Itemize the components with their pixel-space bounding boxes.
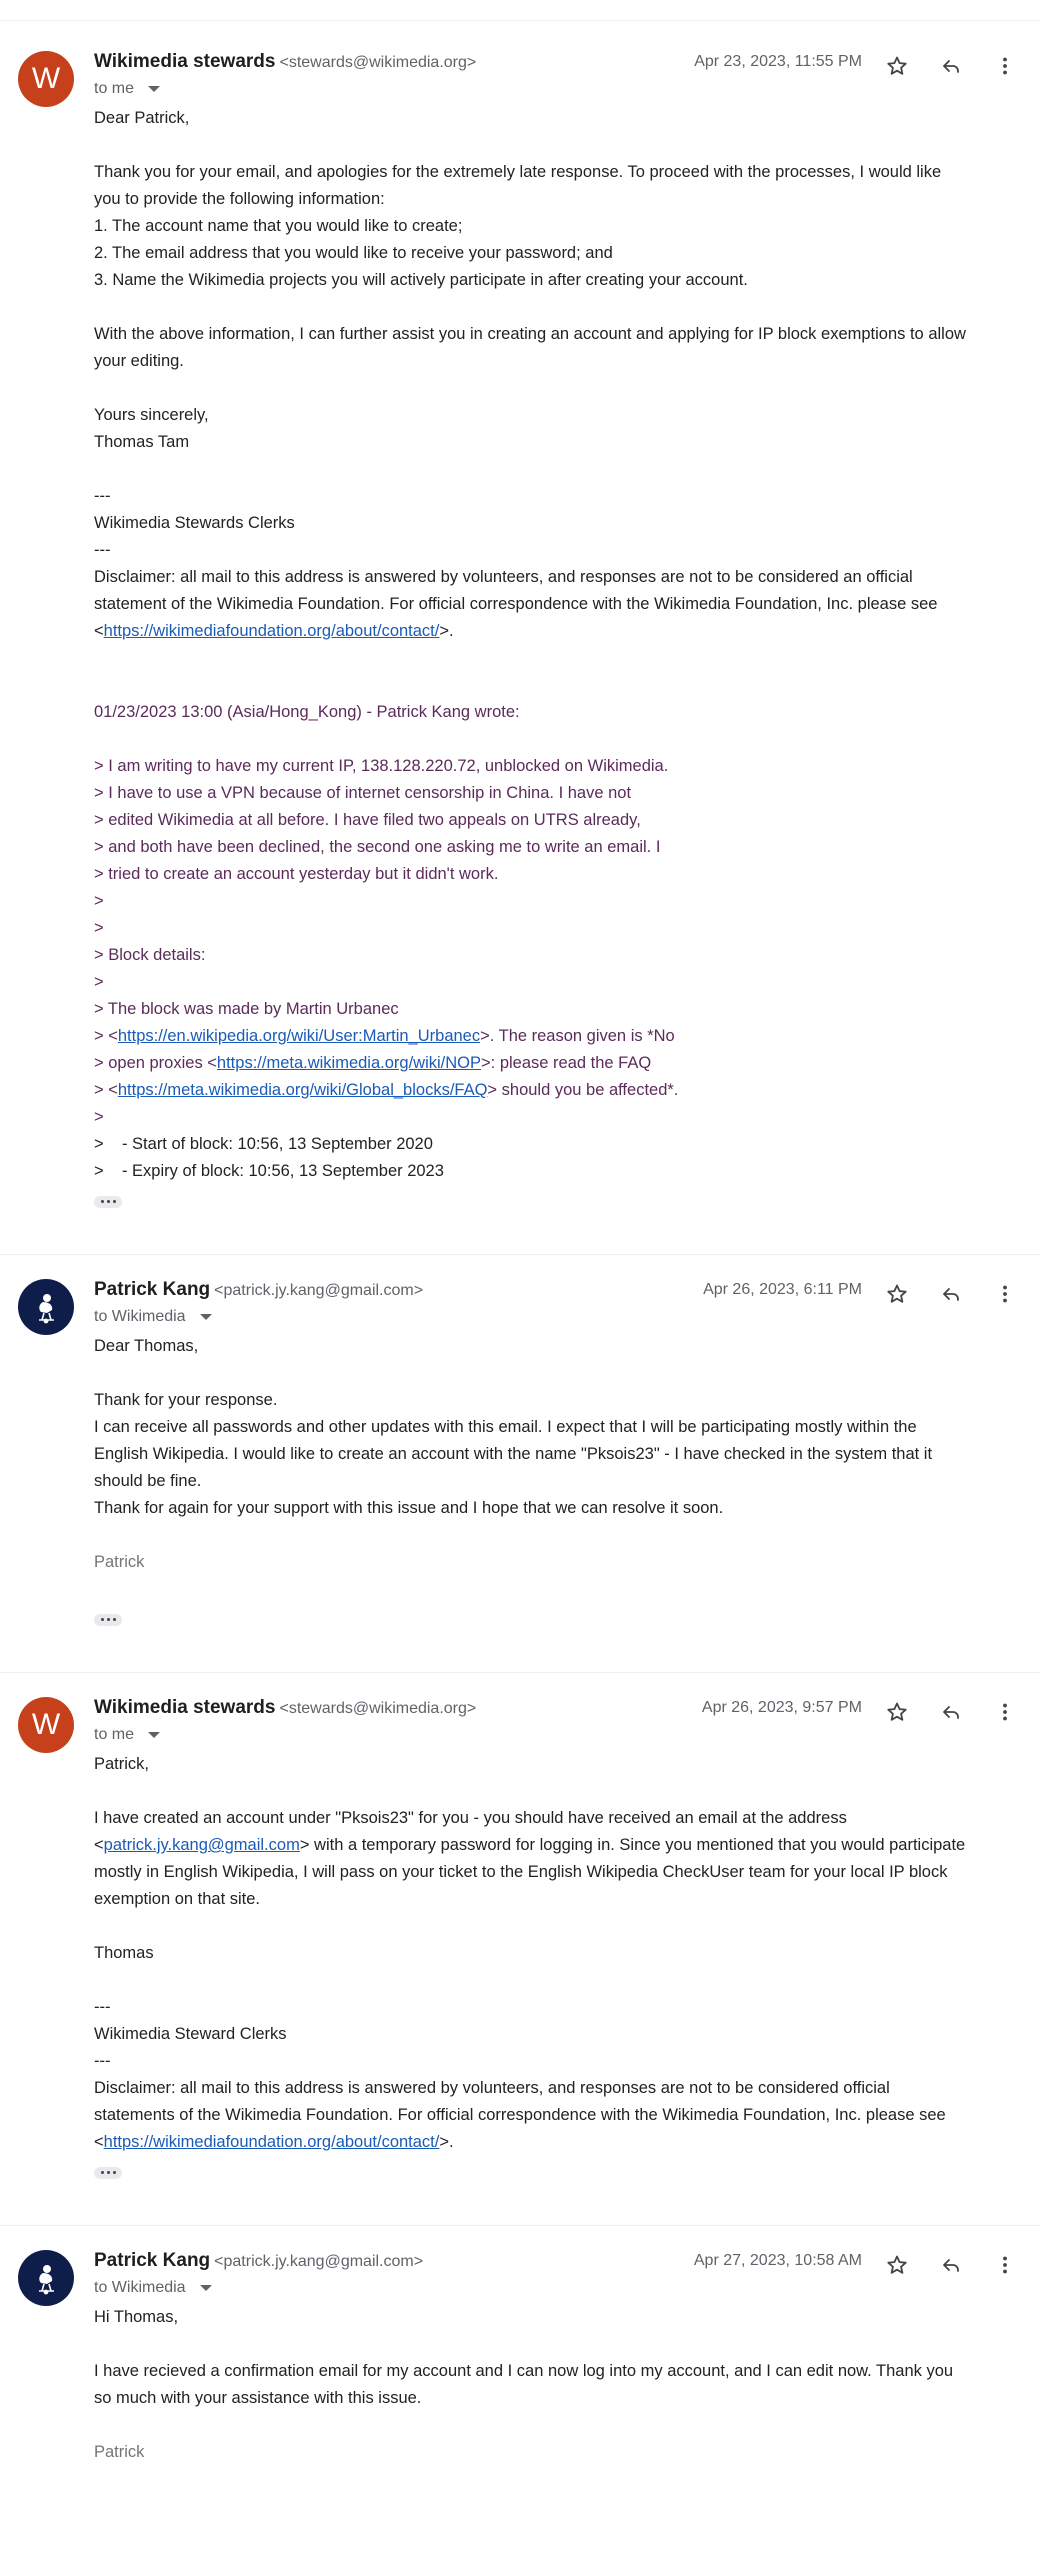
message-actions [870, 1697, 1032, 1727]
sender-avatar[interactable] [18, 51, 74, 107]
signer-name: Thomas Tam [94, 433, 190, 451]
body-text: I have recieved a confirmation email for my account and I can now log into my account, and I can edit now. Thank you [94, 2362, 954, 2380]
body-text: I have created an account under "Pksois23" for you - you should have received an email at the address [94, 1809, 847, 1827]
quote-line: > I am writing to have my current IP, 138.128.220.72, unblocked on Wikimedia. [94, 757, 669, 775]
more-vert-icon[interactable] [978, 51, 1032, 81]
body-text: With the above information, I can further assist you in creating an account and applying for IP block exemptions to allow [94, 325, 966, 343]
nop-link[interactable]: https://meta.wikimedia.org/wiki/NOP [216, 1054, 482, 1072]
quote-line: > open proxies <https://meta.wikimedia.org/wiki/NOP>: please read the FAQ [94, 1054, 652, 1072]
team-name: Wikimedia Stewards Clerks [94, 514, 295, 532]
divider-text: --- [94, 487, 111, 505]
disclaimer-text: statement of the Wikimedia Foundation. For official correspondence with the Wikimedia Foundation, Inc. please see [94, 595, 938, 613]
quote-line: > [94, 973, 104, 991]
message-body [94, 105, 1032, 1212]
team-name: Wikimedia Steward Clerks [94, 2025, 287, 2043]
quote-line: > Block details: [94, 946, 206, 964]
email-link[interactable]: patrick.jy.kang@gmail.com [103, 1836, 300, 1854]
recipient-label: to me [94, 80, 135, 97]
recipient-details[interactable] [94, 1308, 212, 1326]
message-1 [0, 21, 1040, 1212]
body-text: should be fine. [94, 1472, 202, 1490]
body-text: I can receive all passwords and other updates with this email. I expect that I will be participating mostly within the [94, 1418, 917, 1436]
message-date: Apr 23, 2023, 11:55 PM [694, 53, 862, 70]
closing: Yours sincerely, [94, 406, 209, 424]
body-text: Thank you for your email, and apologies for the extremely late response. To proceed with the processes, I would like [94, 163, 942, 181]
body-text: English Wikipedia. I would like to create an account with the name "Pksois23" - I have checked in the system that it [94, 1445, 933, 1463]
quote-header: 01/23/2023 13:00 (Asia/Hong_Kong) - Patrick Kang wrote: [94, 703, 520, 721]
quote-line: > - Start of block: 10:56, 13 September 2020 [94, 1135, 433, 1153]
disclaimer-text: Disclaimer: all mail to this address is answered by volunteers, and responses are not to be considered official [94, 2079, 890, 2097]
sender-email: <patrick.jy.kang@gmail.com> [214, 1282, 424, 1299]
divider-text: --- [94, 541, 111, 559]
recipient-details[interactable] [94, 1726, 160, 1744]
sender[interactable] [94, 1279, 423, 1301]
body-text: you to provide the following information: [94, 190, 385, 208]
body-text: so much with your assistance with this issue. [94, 2389, 422, 2407]
recipient-details[interactable] [94, 80, 160, 98]
signature: Patrick [94, 1553, 145, 1571]
message-divider [0, 1630, 1040, 1673]
cockerel-logo-icon [31, 1290, 61, 1324]
signer-name: Thomas [94, 1944, 154, 1962]
message-date: Apr 26, 2023, 6:11 PM [703, 1281, 862, 1298]
message-header [94, 1279, 1032, 1335]
divider-text: --- [94, 1998, 111, 2016]
greeting: Dear Patrick, [94, 109, 190, 127]
faq-link[interactable]: https://meta.wikimedia.org/wiki/Global_blocks/FAQ [117, 1081, 488, 1099]
sender-name: Wikimedia stewards [94, 1697, 276, 1718]
show-trimmed-content-icon[interactable] [94, 2167, 122, 2179]
message-body [94, 1333, 1032, 1630]
greeting: Dear Thomas, [94, 1337, 199, 1355]
chevron-down-icon[interactable] [148, 1732, 160, 1738]
body-text: Thank for your response. [94, 1391, 278, 1409]
quote-line: > [94, 1108, 104, 1126]
show-trimmed-content-icon[interactable] [94, 1614, 122, 1626]
recipient-label: to me [94, 1726, 135, 1743]
thread-top-divider [0, 0, 1040, 21]
body-text: exemption on that site. [94, 1890, 261, 1908]
disclaimer-text: statements of the Wikimedia Foundation. For official correspondence with the Wikimedia Foundation, Inc. please see [94, 2106, 946, 2124]
sender[interactable] [94, 1697, 476, 1719]
sender-name: Patrick Kang [94, 2250, 211, 2271]
quote-line: > edited Wikimedia at all before. I have filed two appeals on UTRS already, [94, 811, 641, 829]
recipient-label: to Wikimedia [94, 2279, 186, 2296]
sender-avatar[interactable] [18, 1697, 74, 1753]
message-actions [870, 2250, 1032, 2280]
sender-avatar[interactable] [18, 2250, 74, 2306]
greeting: Patrick, [94, 1755, 150, 1773]
message-3 [0, 1673, 1040, 2183]
body-text: <patrick.jy.kang@gmail.com> with a temporary password for logging in. Since you mentioned that you would participate [94, 1836, 966, 1854]
greeting: Hi Thomas, [94, 2308, 179, 2326]
star-icon[interactable] [870, 1279, 924, 1309]
body-text: your editing. [94, 352, 184, 370]
star-icon[interactable] [870, 51, 924, 81]
message-body [94, 2304, 1032, 2466]
message-body [94, 1751, 1032, 2183]
message-header [94, 2250, 1032, 2306]
body-text: mostly in English Wikipedia, I will pass on your ticket to the English Wikipedia CheckUser team for your local IP block [94, 1863, 948, 1881]
quote-line: > and both have been declined, the second one asking me to write an email. I [94, 838, 661, 856]
avatar-letter: W [31, 62, 61, 95]
chevron-down-icon[interactable] [148, 86, 160, 92]
message-date: Apr 27, 2023, 10:58 AM [693, 2252, 862, 2269]
quote-line: > The block was made by Martin Urbanec [94, 1000, 399, 1018]
list-item: 1. The account name that you would like to create; [94, 217, 463, 235]
show-trimmed-content-icon[interactable] [94, 1196, 122, 1208]
disclaimer-link-line: <https://wikimediafoundation.org/about/contact/>. [94, 622, 454, 640]
user-page-link[interactable]: https://en.wikipedia.org/wiki/User:Martin_Urbanec [117, 1027, 481, 1045]
sender-email: <patrick.jy.kang@gmail.com> [214, 2253, 424, 2270]
message-divider [0, 1212, 1040, 1255]
quote-line: > <https://en.wikipedia.org/wiki/User:Martin_Urbanec>. The reason given is *No [94, 1027, 675, 1045]
disclaimer-link-line: <https://wikimediafoundation.org/about/contact/>. [94, 2133, 454, 2151]
quote-line: > - Expiry of block: 10:56, 13 September 2023 [94, 1162, 444, 1180]
message-actions [870, 51, 1032, 81]
reply-icon[interactable] [924, 2250, 978, 2280]
star-icon[interactable] [870, 1697, 924, 1727]
disclaimer-text: Disclaimer: all mail to this address is answered by volunteers, and responses are not to be considered an official [94, 568, 913, 586]
contact-link[interactable]: https://wikimediafoundation.org/about/contact/ [103, 622, 440, 640]
reply-icon[interactable] [924, 51, 978, 81]
message-divider [0, 2183, 1040, 2226]
signature: Patrick [94, 2443, 145, 2461]
quote-line: > [94, 892, 104, 910]
avatar-letter: W [31, 1708, 61, 1741]
sender-email: <stewards@wikimedia.org> [279, 1700, 477, 1717]
message-2 [0, 1255, 1040, 1630]
message-actions [870, 1279, 1032, 1309]
recipient-details[interactable] [94, 2279, 212, 2297]
cockerel-logo-icon [31, 2261, 61, 2295]
list-item: 2. The email address that you would like to receive your password; and [94, 244, 613, 262]
quote-line: > tried to create an account yesterday but it didn't work. [94, 865, 499, 883]
contact-link[interactable]: https://wikimediafoundation.org/about/contact/ [103, 2133, 440, 2151]
quote-line: > I have to use a VPN because of internet censorship in China. I have not [94, 784, 632, 802]
chevron-down-icon[interactable] [200, 1314, 212, 1320]
message-4 [0, 2226, 1040, 2466]
chevron-down-icon[interactable] [200, 2285, 212, 2291]
reply-icon[interactable] [924, 1697, 978, 1727]
quote-line: > <https://meta.wikimedia.org/wiki/Global_blocks/FAQ> should you be affected*. [94, 1081, 679, 1099]
recipient-label: to Wikimedia [94, 1308, 186, 1325]
divider-text: --- [94, 2052, 111, 2070]
body-text: Thank for again for your support with this issue and I hope that we can resolve it soon. [94, 1499, 724, 1517]
reply-icon[interactable] [924, 1279, 978, 1309]
more-vert-icon[interactable] [978, 1279, 1032, 1309]
sender[interactable] [94, 2250, 423, 2272]
message-header [94, 1697, 1032, 1753]
sender-email: <stewards@wikimedia.org> [279, 54, 477, 71]
message-date: Apr 26, 2023, 9:57 PM [701, 1699, 862, 1716]
message-header [94, 51, 1032, 107]
quote-line: > [94, 919, 104, 937]
sender-avatar[interactable] [18, 1279, 74, 1335]
quoted-message [94, 699, 1032, 1185]
sender[interactable] [94, 51, 476, 73]
more-vert-icon[interactable] [978, 1697, 1032, 1727]
sender-name: Wikimedia stewards [94, 51, 276, 72]
more-vert-icon[interactable] [978, 2250, 1032, 2280]
star-icon[interactable] [870, 2250, 924, 2280]
list-item: 3. Name the Wikimedia projects you will actively participate in after creating your account. [94, 271, 748, 289]
sender-name: Patrick Kang [94, 1279, 211, 1300]
